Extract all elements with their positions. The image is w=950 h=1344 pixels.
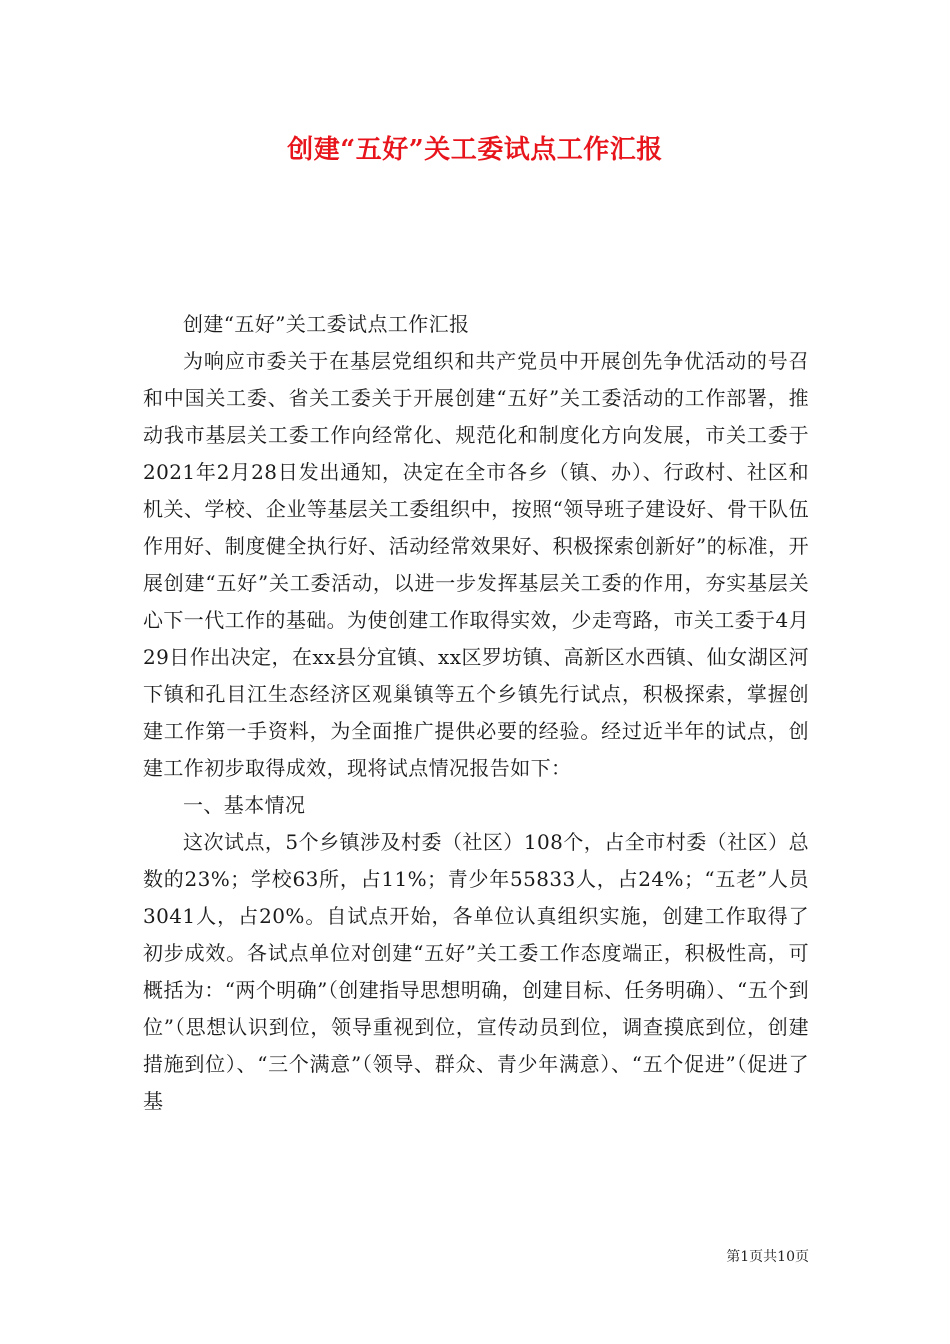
paragraph-basic-situation: 这次试点，5个乡镇涉及村委（社区）108个，占全市村委（社区）总数的23%；学校63所，占11%；青少年55833人，占24%；“五老”人员3041人，占20%。自试点开始，各单位认真组织实施，创建工作取得了初步成效。各试点单位对创建“五好”关工委工作态度端正，积极性高，可概括为：“两个明确”（创建指导思想明确，创建目标、任务明确）、“五个到位”（思想认识到位，领导重视到位，宣传动员到位，调查摸底到位，创建措施到位）、“三个满意”（领导、群众、青少年满意）、“五个促进”（促进了基: [143, 830, 809, 1113]
page-title: 创建“五好”关工委试点工作汇报: [287, 135, 663, 165]
paragraph-intro: 为响应市委关于在基层党组织和共产党员中开展创先争优活动的号召和中国关工委、省关工委关于开展创建“五好”关工委活动的工作部署，推动我市基层关工委工作向经常化、规范化和制度化方向发展，市关工委于2021年2月28日发出通知，决定在全市各乡（镇、办）、行政村、社区和机关、学校、企业等基层关工委组织中，按照“领导班子建设好、骨干队伍作用好、制度健全执行好、活动经常效果好、积极探索创新好”的标准，开展创建“五好”关工委活动，以进一步发挥基层关工委的作用，夯实基层关心下一代工作的基础。为使创建工作取得实效，少走弯路，市关工委于4月29日作出决定，在xx县分宜镇、xx区罗坊镇、高新区水西镇、仙女湖区河下镇和孔目江生态经济区观巢镇等五个乡镇先行试点，积极探索，掌握创建工作第一手资料，为全面推广提供必要的经验。经过近半年的试点，创建工作初步取得成效，现将试点情况报告如下：: [143, 349, 809, 780]
paragraph-subtitle: 创建“五好”关工委试点工作汇报: [183, 312, 470, 336]
document-body: [143, 306, 809, 1120]
section-heading-basic-situation: 一、基本情况: [183, 793, 306, 817]
page-number: 第1页共10页: [726, 1249, 809, 1265]
